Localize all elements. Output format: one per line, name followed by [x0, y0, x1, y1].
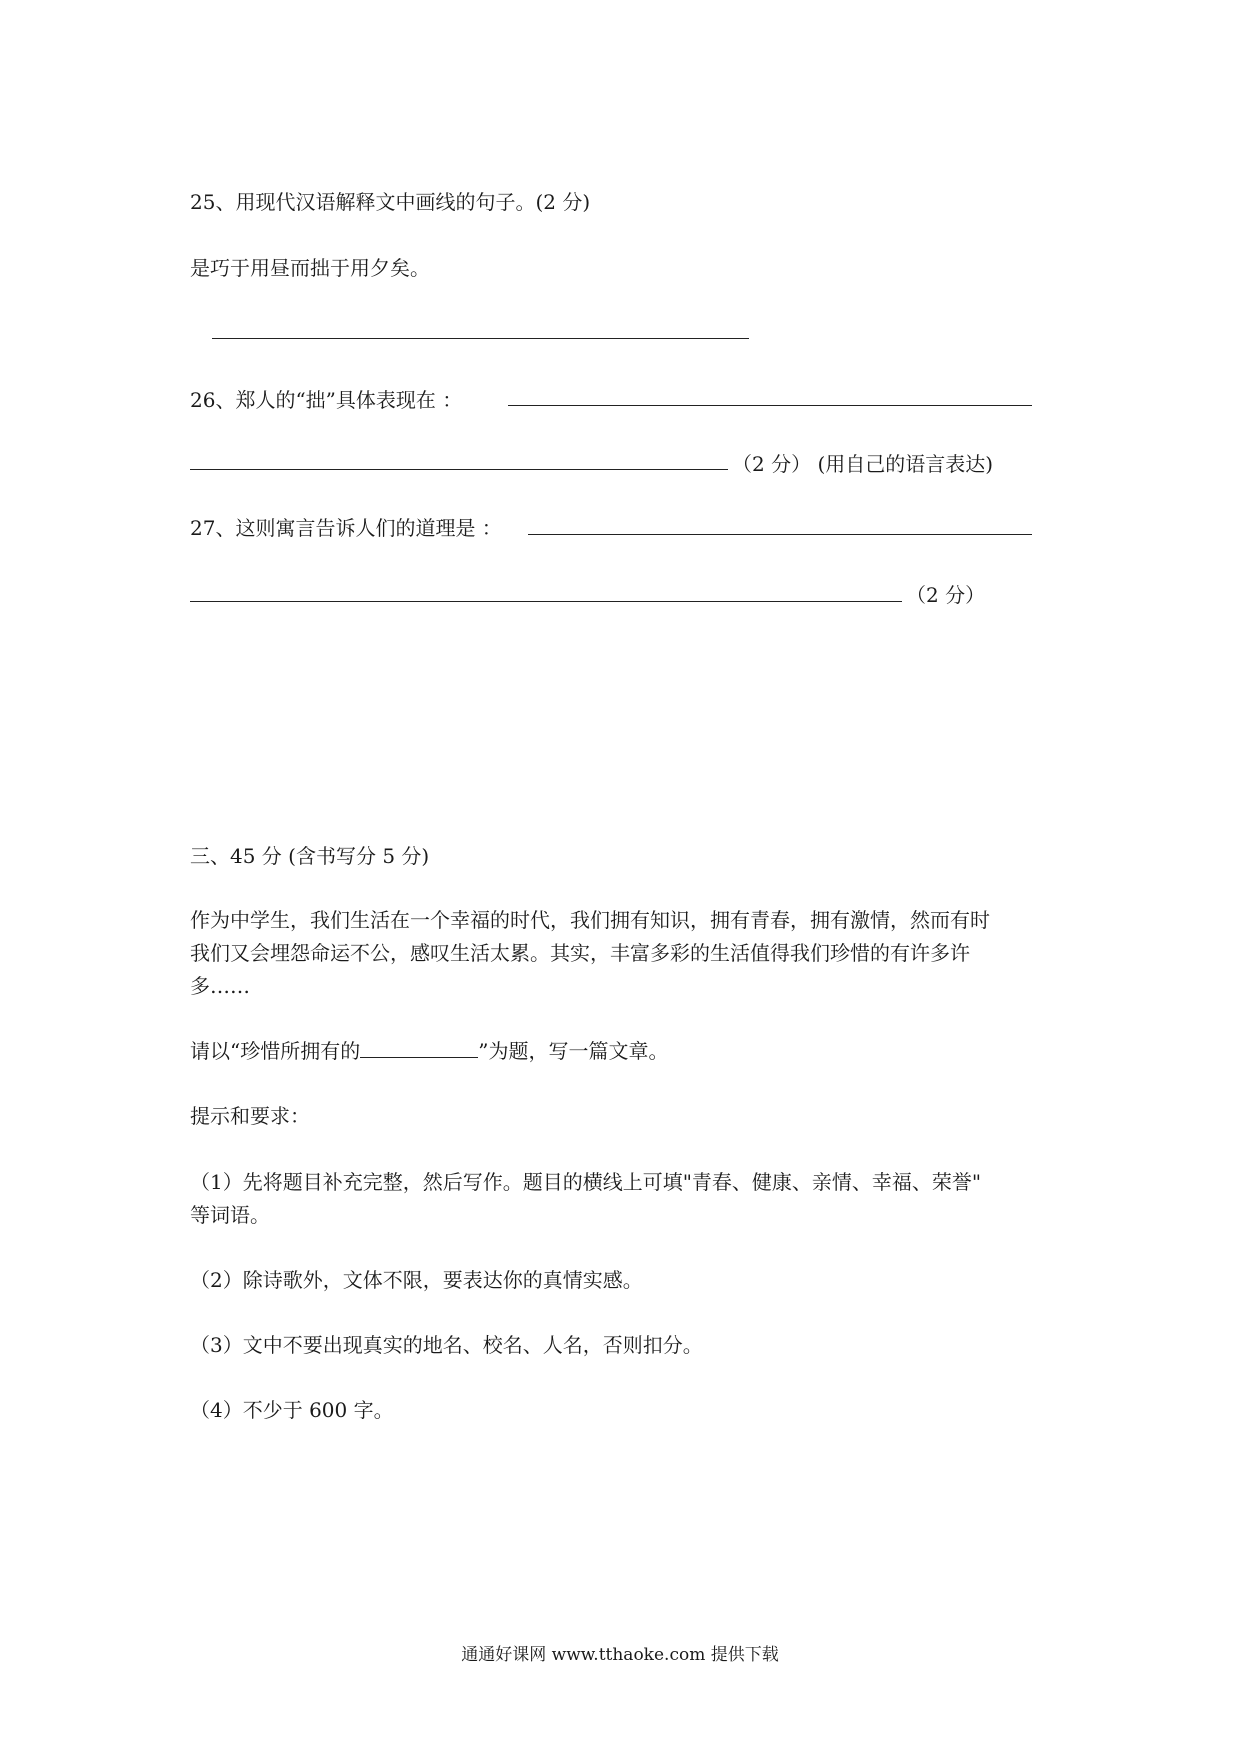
section3-intro-line-1: 作为中学生，我们生活在一个幸福的时代，我们拥有知识，拥有青春，拥有激情，然而有时 — [190, 908, 990, 932]
q25-quote: 是巧于用昼而拙于用夕矣。 — [190, 256, 430, 280]
page-footer: 通通好课网 www.tthaoke.com 提供下载 — [461, 1645, 779, 1665]
prompt-suffix: ”为题，写一篇文章。 — [478, 1039, 669, 1063]
q25-question: 25、用现代汉语解释文中画线的句子。(2 分) — [190, 190, 591, 214]
q27-answer-line-2[interactable] — [190, 601, 902, 602]
prompt-prefix: 请以“珍惜所拥有的 — [190, 1039, 361, 1063]
q26-suffix: （2 分） (用自己的语言表达) — [732, 452, 994, 476]
section3-intro-line-3: 多…… — [190, 974, 250, 998]
tip-4: （4）不少于 600 字。 — [190, 1398, 394, 1422]
tip-1-line-2: 等词语。 — [190, 1203, 270, 1227]
q25-answer-line[interactable] — [212, 338, 749, 339]
q27-question: 27、这则寓言告诉人们的道理是 ： — [190, 516, 502, 540]
q27-suffix: （2 分） — [906, 583, 986, 607]
tip-1-line-1: （1）先将题目补充完整，然后写作。题目的横线上可填"青春、健康、亲情、幸福、荣誉" — [190, 1170, 982, 1194]
tips-heading: 提示和要求： — [190, 1104, 310, 1128]
q26-question: 26、郑人的“拙”具体表现在 ： — [190, 388, 463, 412]
q26-answer-line-1[interactable] — [508, 405, 1032, 406]
tip-3: （3）文中不要出现真实的地名、校名、人名，否则扣分。 — [190, 1333, 703, 1357]
q26-answer-line-2[interactable] — [190, 469, 728, 470]
section3-prompt — [190, 1037, 668, 1065]
q27-answer-line-1[interactable] — [528, 534, 1032, 535]
section3-intro-line-2: 我们又会埋怨命运不公，感叹生活太累。其实，丰富多彩的生活值得我们珍惜的有许多许 — [190, 941, 970, 965]
tip-2: （2）除诗歌外，文体不限，要表达你的真情实感。 — [190, 1268, 643, 1292]
title-blank[interactable] — [360, 1037, 478, 1058]
section3-heading: 三、45 分 (含书写分 5 分) — [190, 844, 430, 868]
